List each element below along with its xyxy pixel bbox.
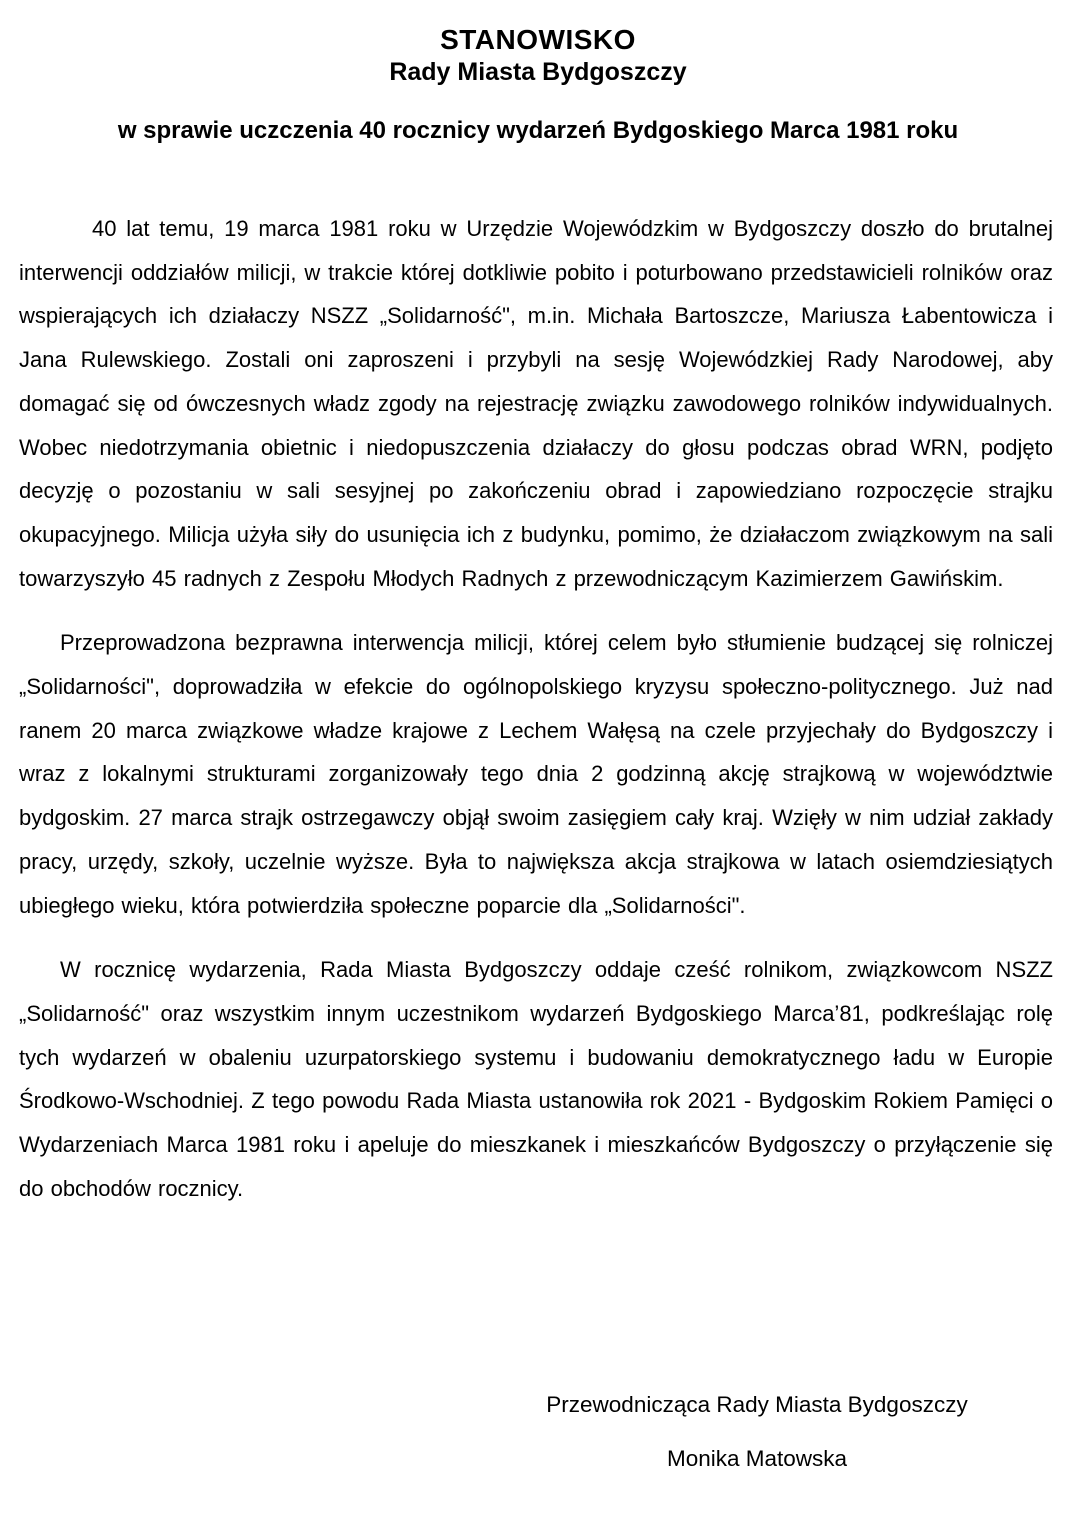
body-paragraph-1: 40 lat temu, 19 marca 1981 roku w Urzędzie Wojewódzkim w Bydgoszczy doszło do brutalnej interwencji oddziałów milicji, w trakcie której dotkliwie pobito i poturbowano przedstawicieli rolników oraz wspierających ich działaczy NSZZ „Solidarność", m.in. Michała Bartoszcze, Mariusza Łabentowicza i Jana Rulewskiego. Zostali oni zaproszeni i przybyli na sesję Wojewódzkiej Rady Narodowej, aby domagać się od ówczesnych władz zgody na rejestrację związku zawodowego rolników indywidualnych. Wobec niedotrzymania obietnic i niedopuszczenia działaczy do głosu podczas obrad WRN, podjęto decyzję o pozostaniu w sali sesyjnej po zakończeniu obrad i zapowiedziano rozpoczęcie strajku okupacyjnego. Milicja użyła siły do usunięcia ich z budynku, pomimo, że działaczom związkowym na sali towarzyszyło 45 radnych z Zespołu Młodych Radnych z przewodniczącym Kazimierzem Gawińskim.: [19, 216, 1053, 591]
document-organization: Rady Miasta Bydgoszczy: [389, 58, 687, 86]
body-paragraph-2: Przeprowadzona bezprawna interwencja milicji, której celem było stłumienie budzącej się rolniczej „Solidarności", doprowadziła w efekcie do ogólnopolskiego kryzysu społeczno-politycznego. Już nad ranem 20 marca związkowe władze krajowe z Lechem Wałęsą na czele przyjechały do Bydgoszczy i wraz z lokalnymi strukturami zorganizowały tego dnia 2 godzinną akcję strajkową w województwie bydgoskim. 27 marca strajk ostrzegawczy objął swoim zasięgiem cały kraj. Wzięły w nim udział zakłady pracy, urzędy, szkoły, uczelnie wyższe. Była to największa akcja strajkowa w latach osiemdziesiątych ubiegłego wieku, która potwierdziła społeczne poparcie dla „Solidarności".: [19, 630, 1053, 918]
body-paragraph-3: W rocznicę wydarzenia, Rada Miasta Bydgoszczy oddaje cześć rolnikom, związkowcom NSZZ „Solidarność" oraz wszystkim innym uczestnikom wydarzeń Bydgoskiego Marca’81, podkreślając rolę tych wydarzeń w obaleniu uzurpatorskiego systemu i budowaniu demokratycznego ładu w Europie Środkowo-Wschodniej. Z tego powodu Rada Miasta ustanowiła rok 2021 - Bydgoskim Rokiem Pamięci o Wydarzeniach Marca 1981 roku i apeluje do mieszkanek i mieszkańców Bydgoszczy o przyłączenie się do obchodów rocznicy.: [19, 957, 1053, 1201]
document-subject: w sprawie uczczenia 40 rocznicy wydarzeń Bydgoskiego Marca 1981 roku: [117, 117, 959, 144]
signature-name: Monika Matowska: [666, 1446, 848, 1471]
signature-role: Przewodnicząca Rady Miasta Bydgoszczy: [546, 1392, 968, 1417]
document-body: [19, 207, 1053, 1210]
signature-block: [450, 1392, 1064, 1472]
document-title: STANOWISKO: [440, 24, 636, 55]
document-header: [0, 0, 1076, 145]
